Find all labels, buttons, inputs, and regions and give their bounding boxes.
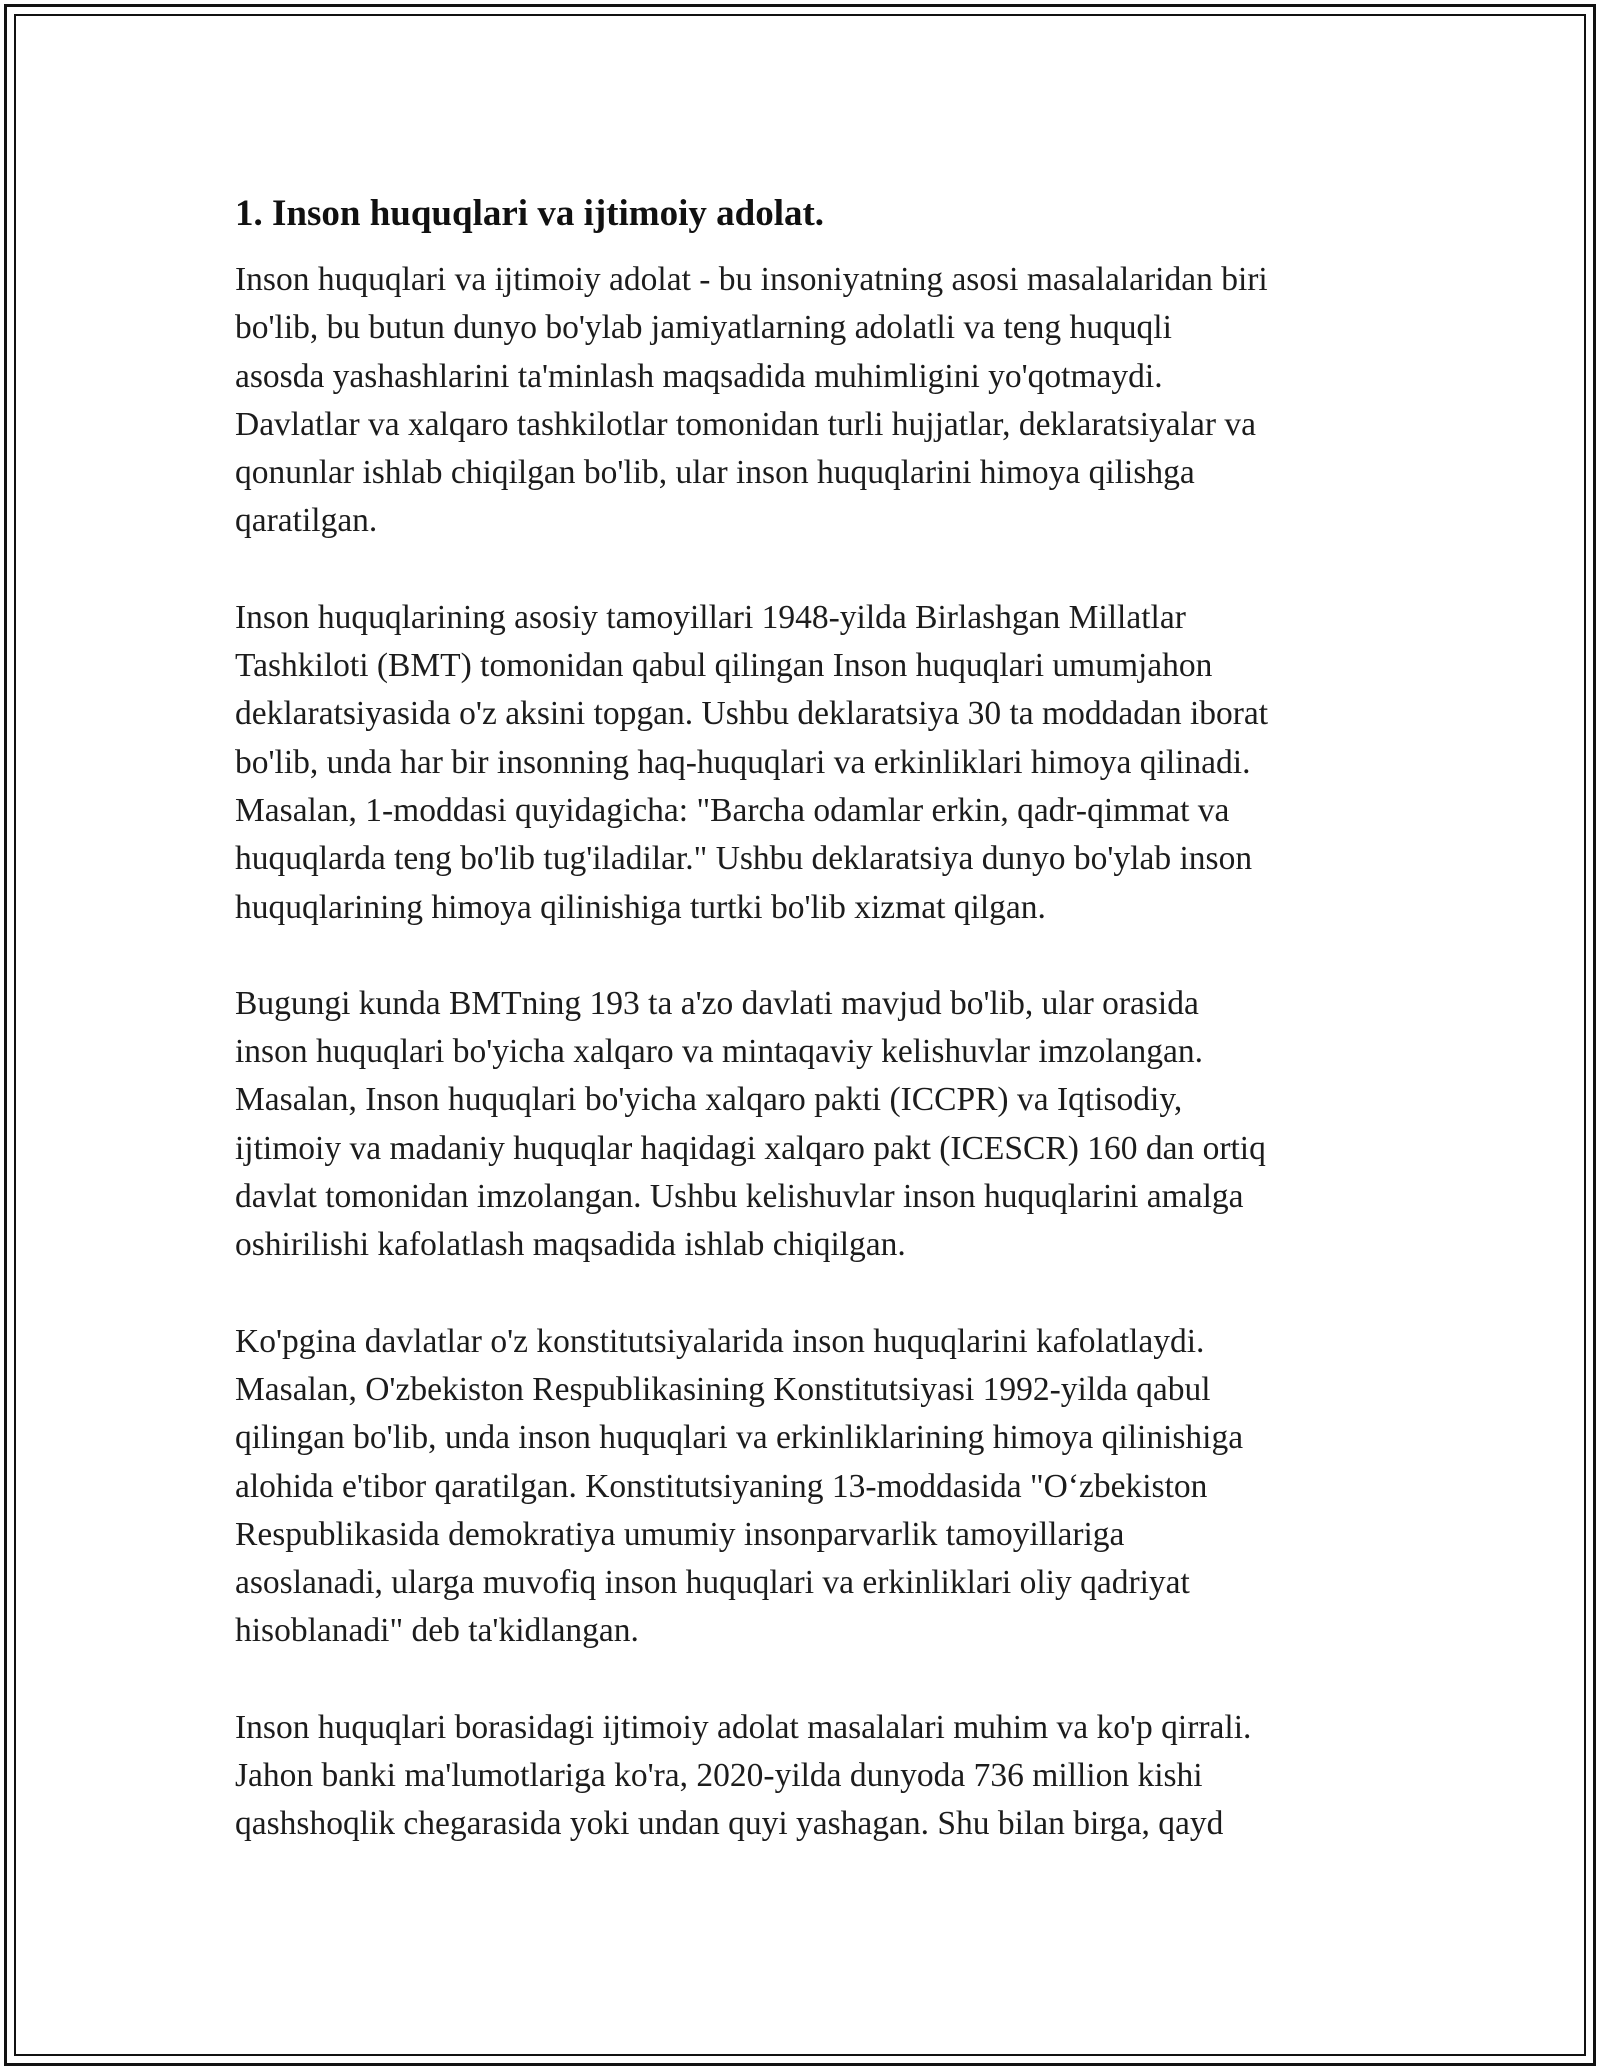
- paragraph-line: Masalan, 1-moddasi quyidagicha: "Barcha odamlar erkin, qadr-qimmat va: [235, 791, 1230, 829]
- paragraph-line: qonunlar ishlab chiqilgan bo'lib, ular inson huquqlarini himoya qilishga: [235, 454, 1195, 492]
- paragraph-line: huquqlarda teng bo'lib tug'iladilar." Ushbu deklaratsiya dunyo bo'ylab inson: [235, 840, 1253, 878]
- paragraph-line: deklaratsiyasida o'z aksini topgan. Ushbu deklaratsiya 30 ta moddadan iborat: [235, 695, 1269, 733]
- paragraph-line: qaratilgan.: [235, 502, 378, 540]
- paragraph: [235, 1704, 1375, 1849]
- paragraph-line: asoslanadi, ularga muvofiq inson huquqlari va erkinliklari oliy qadriyat: [235, 1564, 1190, 1602]
- paragraph: [235, 980, 1375, 1270]
- paragraph: [235, 256, 1375, 546]
- paragraph-line: alohida e'tibor qaratilgan. Konstitutsiyaning 13-moddasida "O‘zbekiston: [235, 1467, 1208, 1505]
- paragraph-line: ijtimoiy va madaniy huquqlar haqidagi xalqaro pakt (ICESCR) 160 dan ortiq: [235, 1129, 1266, 1167]
- paragraph-line: Respublikasida demokratiya umumiy insonparvarlik tamoyillariga: [235, 1515, 1125, 1553]
- paragraph-line: davlat tomonidan imzolangan. Ushbu kelishuvlar inson huquqlarini amalga: [235, 1178, 1244, 1216]
- paragraph-line: bo'lib, bu butun dunyo bo'ylab jamiyatlarning adolatli va teng huquqli: [235, 309, 1172, 347]
- paragraph-list: [235, 256, 1375, 1849]
- paragraph-line: Inson huquqlarining asosiy tamoyillari 1948-yilda Birlashgan Millatlar: [235, 598, 1186, 636]
- paragraph-line: inson huquqlari bo'yicha xalqaro va mintaqaviy kelishuvlar imzolangan.: [235, 1033, 1203, 1071]
- paragraph-line: Jahon banki ma'lumotlariga ko'ra, 2020-yilda dunyoda 736 million kishi: [235, 1757, 1203, 1795]
- paragraph-line: bo'lib, unda har bir insonning haq-huquqlari va erkinliklari himoya qilinadi.: [235, 743, 1251, 781]
- paragraph-line: Masalan, Inson huquqlari bo'yicha xalqaro pakti (ICCPR) va Iqtisodiy,: [235, 1081, 1183, 1119]
- paragraph-line: Inson huquqlari borasidagi ijtimoiy adolat masalalari muhim va ko'p qirrali.: [235, 1708, 1252, 1746]
- paragraph: [235, 594, 1375, 932]
- paragraph-line: hisoblanadi" deb ta'kidlangan.: [235, 1612, 639, 1650]
- paragraph-line: Tashkiloti (BMT) tomonidan qabul qilingan Inson huquqlari umumjahon: [235, 647, 1213, 685]
- paragraph-line: qilingan bo'lib, unda inson huquqlari va erkinliklarining himoya qilinishiga: [235, 1419, 1244, 1457]
- document-body: [235, 190, 1375, 1897]
- paragraph-line: Inson huquqlari va ijtimoiy adolat - bu insoniyatning asosi masalalaridan biri: [235, 261, 1268, 298]
- paragraph-line: asosda yashashlarini ta'minlash maqsadida muhimligini yo'qotmaydi.: [235, 357, 1163, 395]
- paragraph-line: oshirilishi kafolatlash maqsadida ishlab chiqilgan.: [235, 1226, 906, 1264]
- paragraph: [235, 1318, 1375, 1656]
- section-heading: 1. Inson huquqlari va ijtimoiy adolat.: [235, 193, 825, 234]
- paragraph-line: qashshoqlik chegarasida yoki undan quyi yashagan. Shu bilan birga, qayd: [235, 1805, 1224, 1843]
- paragraph-line: Bugungi kunda BMTning 193 ta a'zo davlati mavjud bo'lib, ular orasida: [235, 984, 1199, 1022]
- paragraph-line: huquqlarining himoya qilinishiga turtki bo'lib xizmat qilgan.: [235, 888, 1046, 926]
- paragraph-line: Ko'pgina davlatlar o'z konstitutsiyalarida inson huquqlarini kafolatlaydi.: [235, 1322, 1205, 1360]
- paragraph-line: Masalan, O'zbekiston Respublikasining Konstitutsiyasi 1992-yilda qabul: [235, 1370, 1211, 1408]
- paragraph-line: Davlatlar va xalqaro tashkilotlar tomonidan turli hujjatlar, deklaratsiyalar va: [235, 405, 1256, 443]
